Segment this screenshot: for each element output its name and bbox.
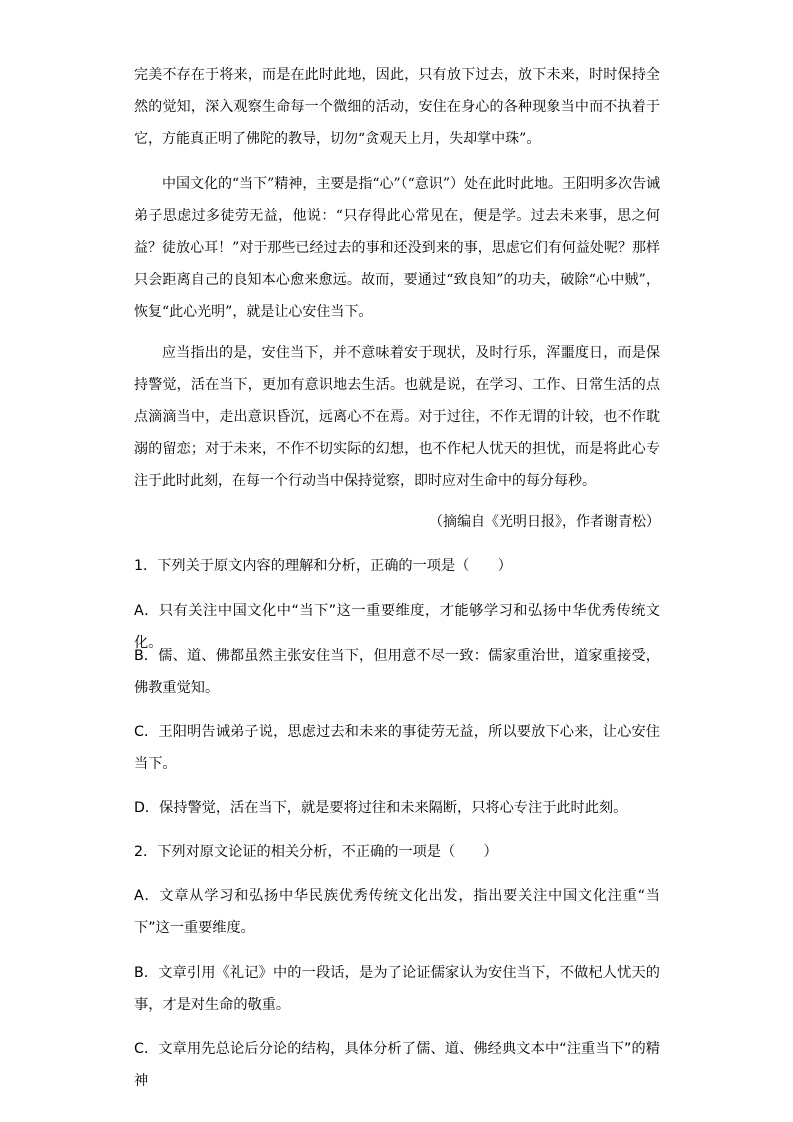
passage-paragraph-1: 完美不存在于将来，而是在此时此地，因此，只有放下过去，放下未来，时时保持全然的觉知，深入观察生命每一个微细的活动，安住在身心的各种现象当中而不执着于它，方能真正明了佛陀的教导，切勿“贪观天上月，失却掌中珠”。 <box>134 67 660 147</box>
passage-paragraph-2: 中国文化的“当下”精神，主要是指“心”（“意识”）处在此时此地。王阳明多次告诫弟子思虑过多徒劳无益，他说：“只存得此心常见在，便是学。过去未来事，思之何益？徒放心耳！”对于那些已经过去的事和还没到来的事，思虑它们有何益处呢？那样只会距离自己的良知本心愈来愈远。故而，要通过“致良知”的功夫，破除“心中贼”，恢复“此心光明”，就是让心安住当下。 <box>134 176 660 320</box>
passage-paragraph-3: 应当指出的是，安住当下，并不意味着安于现状，及时行乐，浑噩度日，而是保持警觉，活在当下，更加有意识地去生活。也就是说，在学习、工作、日常生活的点点滴滴当中，走出意识昏沉，远离心不在焉。对于过往，不作无谓的计较，也不作耽溺的留恋；对于未来，不作不切实际的幻想，也不作杞人忧天的担忧，而是将此心专注于此时此刻，在每一个行动当中保持觉察，即时应对生命中的每分每秒。 <box>134 345 660 489</box>
question-1-option-c: C．王阳明告诫弟子说，思虑过去和未来的事徒劳无益，所以要放下心来，让心安住当下。 <box>134 724 660 772</box>
question-1-option-b: B．儒、道、佛都虽然主张安住当下，但用意不尽一致：儒家重治世，道家重接受，佛教重觉知。 <box>134 648 660 696</box>
question-1-stem: 1．下列关于原文内容的理解和分析，正确的一项是（ ） <box>134 558 512 574</box>
question-2-option-a: A．文章从学习和弘扬中华民族优秀传统文化出发，指出要关注中国文化注重“当下”这一重要维度。 <box>134 888 660 936</box>
question-1-option-d: D．保持警觉，活在当下，就是要将过往和未来隔断，只将心专注于此时此刻。 <box>134 800 628 816</box>
question-1-option-a: A．只有关注中国文化中“当下”这一重要维度，才能够学习和弘扬中华优秀传统文化。 <box>134 603 660 651</box>
passage-attribution: （摘编自《光明日报》，作者谢青松） <box>429 514 660 530</box>
question-2-option-b: B．文章引用《礼记》中的一段话，是为了论证儒家认为安住当下，不做杞人忧天的事，才是对生命的敬重。 <box>134 965 660 1013</box>
question-2-option-c: C．文章用先总论后分论的结构，具体分析了儒、道、佛经典文本中“注重当下”的精神 <box>134 1041 660 1089</box>
question-2-stem: 2．下列对原文论证的相关分析，不正确的一项是（ ） <box>134 844 498 860</box>
